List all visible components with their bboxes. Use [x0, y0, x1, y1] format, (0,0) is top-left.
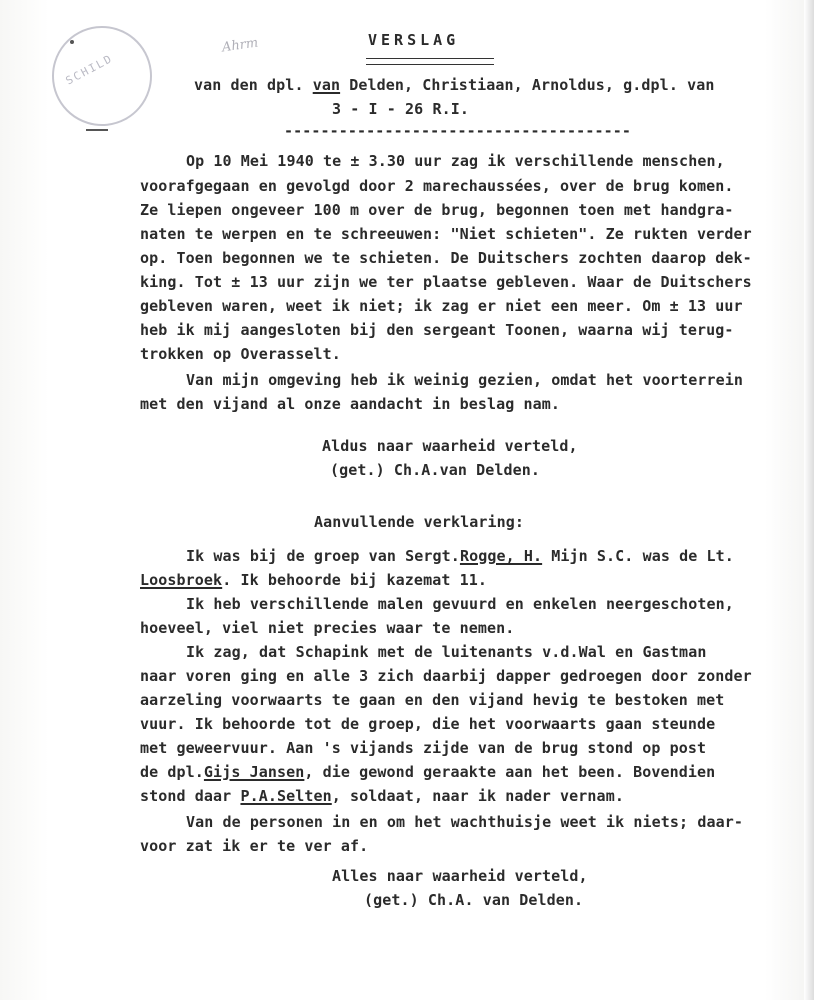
- body-line: Op 10 Mei 1940 te ± 3.30 uur zag ik verschillende menschen,: [186, 152, 725, 170]
- underlined-name: P.A.Selten: [240, 787, 332, 805]
- body-line: Van mijn omgeving heb ik weinig gezien, omdat het voorterrein: [186, 371, 743, 389]
- body-line: Ik zag, dat Schapink met de luitenants v.d.Wal en Gastman: [186, 643, 707, 661]
- body-line: stond daar P.A.Selten, soldaat, naar ik nader vernam.: [140, 787, 624, 805]
- body-line: heb ik mij aangesloten bij den sergeant Toonen, waarna wij terug-: [140, 321, 734, 339]
- underlined-name: Gijs Jansen: [203, 763, 305, 781]
- body-line: trokken op Overasselt.: [140, 345, 341, 363]
- margin-mark: [86, 129, 108, 131]
- body-line: (get.) Ch.A.van Delden.: [330, 461, 541, 479]
- body-line: naar voren ging en alle 3 zich daarbij dapper gedroegen door zonder: [140, 667, 752, 685]
- stamp-text: SCHILD: [63, 51, 116, 88]
- header-line-2: 3 - I - 26 R.I.: [332, 100, 469, 118]
- body-line: op. Toen begonnen we te schieten. De Duitschers zochten daarop dek-: [140, 249, 752, 267]
- body-line: de dpl.Gijs Jansen, die gewond geraakte aan het been. Bovendien: [140, 763, 716, 781]
- paper-edge: [804, 0, 814, 1000]
- body-line: vuur. Ik behoorde tot de groep, die het voorwaarts gaan steunde: [140, 715, 716, 733]
- body-line: gebleven waren, weet ik niet; ik zag er niet een meer. Om ± 13 uur: [140, 297, 743, 315]
- body-line: met den vijand al onze aandacht in beslag nam.: [140, 395, 561, 413]
- body-line: voor zat ik er te ver af.: [140, 837, 369, 855]
- body-line: naten te werpen en te schreeuwen: "Niet schieten". Ze rukten verder: [140, 225, 752, 243]
- body-line: met geweervuur. Aan 's vijands zijde van de brug stond op post: [140, 739, 707, 757]
- body-line: Alles naar waarheid verteld,: [332, 867, 588, 885]
- body-line: Aanvullende verklaring:: [314, 513, 525, 531]
- body-line: hoeveel, viel niet precies waar te nemen.: [140, 619, 515, 637]
- stamp-seal: [34, 8, 169, 143]
- pencil-note: Ahrm: [221, 35, 260, 56]
- header-line-1: van den dpl. van Delden, Christiaan, Arnoldus, g.dpl. van: [194, 76, 715, 94]
- body-line: Aldus naar waarheid verteld,: [322, 437, 578, 455]
- body-line: Loosbroek. Ik behoorde bij kazemat 11.: [140, 571, 487, 589]
- body-line: aarzeling voorwaarts te gaan en den vijand hevig te bestoken met: [140, 691, 725, 709]
- underlined-name: van: [312, 76, 341, 94]
- body-line: Ik was bij de groep van Sergt.Rogge, H. Mijn S.C. was de Lt.: [186, 547, 734, 565]
- underlined-name: Loosbroek: [140, 571, 223, 589]
- title-double-underline: [366, 58, 494, 65]
- body-line: voorafgegaan en gevolgd door 2 marechaussées, over de brug komen.: [140, 177, 734, 195]
- underlined-name: Rogge, H.: [459, 547, 543, 565]
- document-title: VERSLAG: [368, 31, 460, 49]
- margin-dot: [70, 40, 74, 44]
- body-line: Van de personen in en om het wachthuisje weet ik niets; daar-: [186, 813, 743, 831]
- header-separator: --------------------------------------: [284, 122, 631, 140]
- body-line: (get.) Ch.A. van Delden.: [364, 891, 584, 909]
- body-line: Ze liepen ongeveer 100 m over de brug, begonnen toen met handgra-: [140, 201, 734, 219]
- body-line: king. Tot ± 13 uur zijn we ter plaatse gebleven. Waar de Duitschers: [140, 273, 752, 291]
- body-line: Ik heb verschillende malen gevuurd en enkelen neergeschoten,: [186, 595, 734, 613]
